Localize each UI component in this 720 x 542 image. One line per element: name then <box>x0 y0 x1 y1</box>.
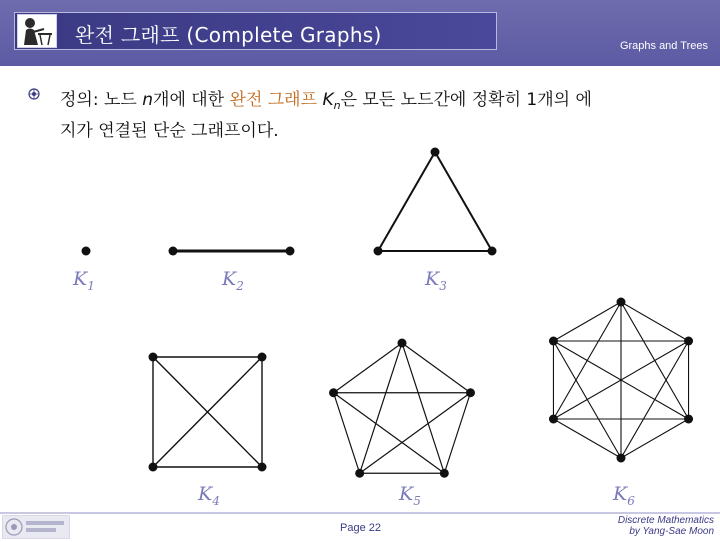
page-title: 완전 그래프 (Complete Graphs) <box>75 23 382 47</box>
k5-edge <box>360 343 402 473</box>
graph-k1 <box>82 247 91 256</box>
symbol-k: K <box>322 90 334 110</box>
k4-node <box>149 463 158 472</box>
university-logo <box>2 515 70 539</box>
graph-k6 <box>549 298 693 463</box>
k4-node <box>258 463 267 472</box>
label-k6: $K_6$ <box>613 483 635 508</box>
graph-k4 <box>149 353 267 472</box>
section-subtitle: Graphs and Trees <box>619 40 708 52</box>
k5-edge <box>334 343 402 393</box>
k6-edge <box>621 302 689 341</box>
k6-node <box>617 454 626 463</box>
k6-edge <box>553 341 621 458</box>
definition-text: 은 모든 노드간에 정확히 1개의 에 <box>340 90 592 110</box>
footer-divider <box>0 512 720 514</box>
k6-edge <box>553 302 621 341</box>
label-k1: $K_1$ <box>73 268 95 293</box>
label-k5: $K_5$ <box>399 483 421 508</box>
k5-node <box>355 469 364 478</box>
k3-edge <box>378 152 435 251</box>
label-k4: $K_4$ <box>198 483 220 508</box>
page-number: Page 22 <box>340 522 381 534</box>
k4-node <box>258 353 267 362</box>
k5-edge <box>444 393 470 473</box>
k1-node <box>82 247 91 256</box>
course-author: by Yang-Sae Moon <box>629 526 714 537</box>
graph-k3 <box>374 148 497 256</box>
k6-edge <box>553 419 621 458</box>
k4-node <box>149 353 158 362</box>
course-title: Discrete Mathematics <box>617 515 714 526</box>
k6-node <box>617 298 626 307</box>
label-k2: $K_2$ <box>222 268 244 293</box>
k5-edge <box>334 393 445 473</box>
k3-node <box>431 148 440 157</box>
k5-edge <box>334 393 360 473</box>
definition-text: 정의: 노드 <box>60 90 143 110</box>
definition-line-2: 지가 연결된 단순 그래프이다. <box>60 121 279 141</box>
k5-edge <box>360 393 471 473</box>
k6-node <box>684 337 693 346</box>
k5-node <box>440 469 449 478</box>
k3-node <box>374 247 383 256</box>
k6-node <box>549 337 558 346</box>
k5-node <box>466 388 475 397</box>
k3-edge <box>435 152 492 251</box>
k5-edge <box>402 343 470 393</box>
k5-node <box>329 388 338 397</box>
k3-node <box>488 247 497 256</box>
k6-edge <box>621 419 689 458</box>
k2-node <box>169 247 178 256</box>
k5-edge <box>402 343 444 473</box>
term-complete-graph: 완전 그래프 <box>229 90 318 110</box>
definition-text: 개에 대한 <box>153 90 230 110</box>
symbol-k-subscript: n <box>333 99 341 112</box>
k5-node <box>398 339 407 348</box>
graph-k5 <box>329 339 475 478</box>
k2-node <box>286 247 295 256</box>
variable-n: n <box>142 90 154 110</box>
course-credit <box>618 515 714 537</box>
graph-k2 <box>169 247 295 256</box>
label-k3: $K_3$ <box>425 268 447 293</box>
k6-node <box>549 415 558 424</box>
k6-node <box>684 415 693 424</box>
